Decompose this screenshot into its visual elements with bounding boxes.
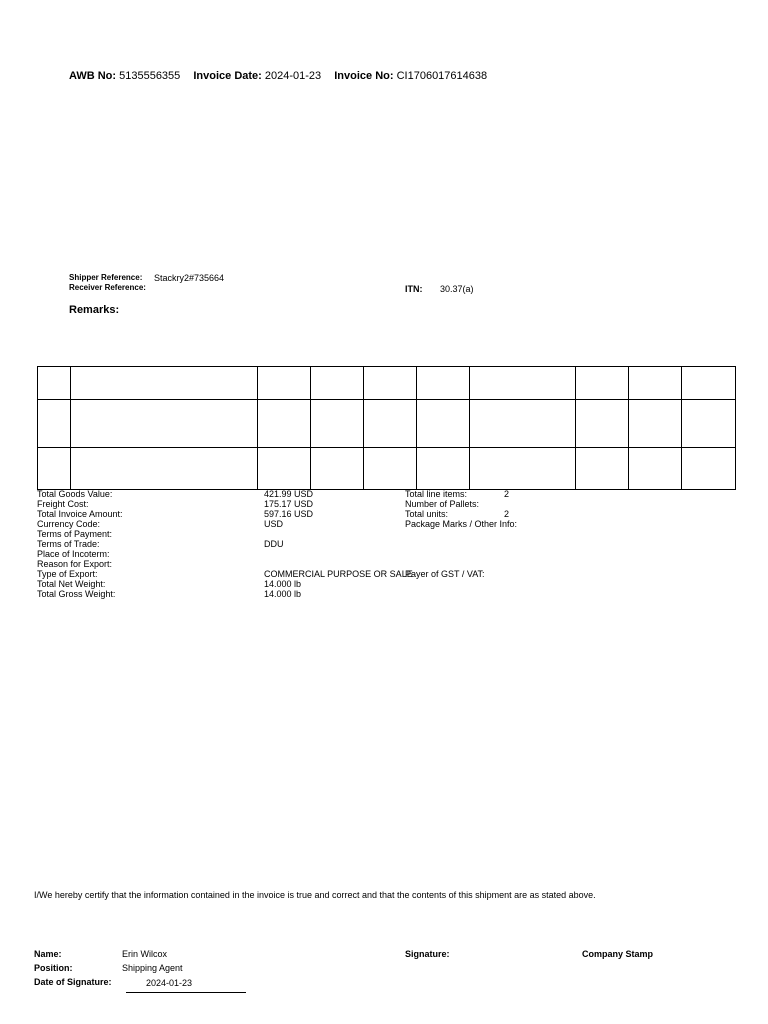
summary-value: USD xyxy=(264,519,284,529)
signature-label: Signature: xyxy=(405,949,450,959)
summary-value: 597.16 USD xyxy=(264,509,314,519)
invoice-no-label: Invoice No: xyxy=(334,70,394,82)
summary-value: 14.000 lb xyxy=(264,579,302,589)
total-units-value: 2 xyxy=(504,509,510,519)
table-row xyxy=(38,400,736,448)
summary-label: Currency Code: xyxy=(37,519,101,529)
receiver-reference-label: Receiver Reference: xyxy=(69,283,146,292)
total-line-items-label: Total line items: xyxy=(405,489,468,499)
total-line-items-value: 2 xyxy=(504,489,510,499)
summary-label: Terms of Payment: xyxy=(37,529,113,539)
remarks-label: Remarks: xyxy=(69,304,120,316)
summary-label: Reason for Export: xyxy=(37,559,113,569)
summary-label: Total Invoice Amount: xyxy=(37,509,123,519)
shipper-reference-value: Stackry2#735664 xyxy=(154,273,225,283)
summary-value: COMMERCIAL PURPOSE OR SALE xyxy=(264,569,413,579)
summary-label: Freight Cost: xyxy=(37,499,89,509)
name-label: Name: xyxy=(34,949,62,959)
company-stamp-label: Company Stamp xyxy=(582,949,654,959)
summary-value: 175.17 USD xyxy=(264,499,314,509)
summary-value: DDU xyxy=(264,539,284,549)
table-header-row xyxy=(38,367,736,400)
invoice-header xyxy=(69,70,487,82)
summary-label: Total Goods Value: xyxy=(37,489,113,499)
position-label: Position: xyxy=(34,963,73,973)
total-units-label: Total units: xyxy=(405,509,449,519)
summary-label: Place of Incoterm: xyxy=(37,549,110,559)
itn-label: ITN: xyxy=(405,284,423,294)
position-value: Shipping Agent xyxy=(122,963,183,973)
name-value: Erin Wilcox xyxy=(122,949,168,959)
invoice-date-label: Invoice Date: xyxy=(193,70,262,82)
date-of-signature-value: 2024-01-23 xyxy=(146,978,193,988)
certification-statement: I/We hereby certify that the information contained in the invoice is true and correct and that the contents of this shipment are as stated above. xyxy=(34,890,596,900)
invoice-no-value: CI1706017614638 xyxy=(396,70,488,82)
awb-value: 5135556355 xyxy=(119,70,181,82)
awb-label: AWB No: xyxy=(69,70,117,82)
gst-vat-payer-label: Payer of GST / VAT: xyxy=(405,569,485,579)
line-items-table xyxy=(37,366,736,490)
date-of-signature-label: Date of Signature: xyxy=(34,977,112,987)
summary-label: Type of Export: xyxy=(37,569,98,579)
summary-value: 421.99 USD xyxy=(264,489,314,499)
itn-value: 30.37(a) xyxy=(440,284,474,294)
summary-label: Terms of Trade: xyxy=(37,539,100,549)
summary-value: 14.000 lb xyxy=(264,589,302,599)
table-row xyxy=(38,448,736,490)
date-underline xyxy=(126,992,246,993)
package-marks-label: Package Marks / Other Info: xyxy=(405,519,518,529)
summary-label: Total Net Weight: xyxy=(37,579,106,589)
shipper-reference-label: Shipper Reference: xyxy=(69,273,143,282)
summary-label: Total Gross Weight: xyxy=(37,589,116,599)
invoice-date-value: 2024-01-23 xyxy=(264,70,322,82)
number-of-pallets-label: Number of Pallets: xyxy=(405,499,480,509)
